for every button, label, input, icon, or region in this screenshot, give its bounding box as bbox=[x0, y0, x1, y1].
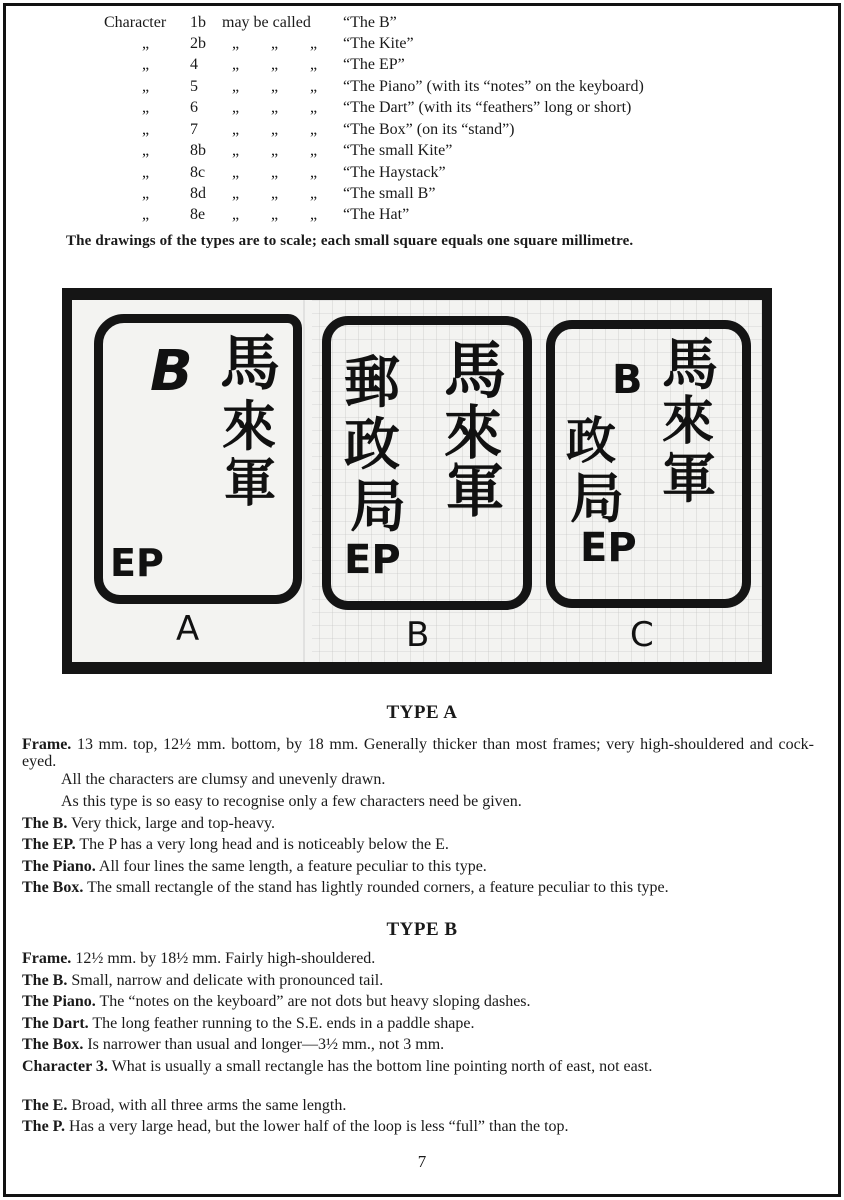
stamp-a-char-lai: 來 bbox=[222, 395, 276, 458]
ditto-mark: „ bbox=[232, 142, 240, 159]
term: The EP. bbox=[22, 836, 76, 853]
type-b-p bbox=[22, 1118, 814, 1135]
label-b: B bbox=[406, 615, 430, 655]
ditto-mark: „ bbox=[232, 56, 240, 73]
row-description: “The Hat” bbox=[343, 206, 410, 223]
type-b-b bbox=[22, 972, 814, 989]
ditto-mark: „ bbox=[271, 99, 279, 116]
stamp-b-char-you: 郵 bbox=[344, 351, 400, 416]
stamp-c-char-ma: 馬 bbox=[662, 333, 718, 398]
stamp-a-char-ma: 馬 bbox=[220, 329, 280, 399]
row-called: may be called bbox=[222, 14, 311, 31]
type-b-piano bbox=[22, 993, 814, 1010]
term: The B. bbox=[22, 815, 68, 832]
row-description: “The Haystack” bbox=[343, 164, 446, 181]
ditto-mark: „ bbox=[271, 56, 279, 73]
row-number: 5 bbox=[190, 78, 198, 95]
term: Character 3. bbox=[22, 1058, 108, 1075]
stamp-b-char-ju: 局 bbox=[350, 475, 406, 540]
row-number: 4 bbox=[190, 56, 198, 73]
ditto-mark: „ bbox=[142, 164, 150, 181]
row-description: “The EP” bbox=[343, 56, 405, 73]
stamp-c-b: B bbox=[612, 357, 643, 403]
scale-note: The drawings of the types are to scale; each small square equals one square millimetre. bbox=[66, 233, 634, 249]
ditto-mark: „ bbox=[232, 78, 240, 95]
desc: All four lines the same length, a feature peculiar to this type. bbox=[98, 858, 487, 875]
desc: Broad, with all three arms the same length. bbox=[71, 1097, 347, 1114]
desc: Small, narrow and delicate with pronounced tail. bbox=[71, 972, 384, 989]
type-a-easy: As this type is so easy to recognise only a few characters need be given. bbox=[61, 793, 522, 810]
stamp-a-b: B bbox=[150, 339, 193, 404]
stamp-c-char-ju: 局 bbox=[570, 467, 624, 530]
row-description: “The Dart” (with its “feathers” long or short) bbox=[343, 99, 632, 116]
ditto-mark: „ bbox=[310, 164, 318, 181]
term: The Box. bbox=[22, 1036, 84, 1053]
ditto-mark: „ bbox=[142, 99, 150, 116]
row-number: 8e bbox=[190, 206, 206, 223]
type-a-piano bbox=[22, 858, 814, 875]
row-number: 6 bbox=[190, 99, 198, 116]
ditto-mark: „ bbox=[232, 35, 240, 52]
type-b-e bbox=[22, 1097, 814, 1114]
figure-graph-paper bbox=[72, 300, 762, 662]
ditto-mark: „ bbox=[310, 78, 318, 95]
type-b-character-3 bbox=[22, 1058, 814, 1075]
term: Frame. bbox=[22, 950, 72, 967]
row-description: “The Kite” bbox=[343, 35, 414, 52]
ditto-mark: „ bbox=[271, 142, 279, 159]
page-number: 7 bbox=[417, 1152, 427, 1171]
ditto-mark: „ bbox=[271, 206, 279, 223]
row-number: 7 bbox=[190, 121, 198, 138]
row-description: “The Piano” (with its “notes” on the keyboard) bbox=[343, 78, 644, 95]
row-number: 2b bbox=[190, 35, 206, 52]
type-a-clumsy: All the characters are clumsy and unevenly drawn. bbox=[61, 771, 386, 788]
type-a-b bbox=[22, 815, 814, 832]
ditto-mark: „ bbox=[232, 121, 240, 138]
term: The E. bbox=[22, 1097, 68, 1114]
desc: The “notes on the keyboard” are not dots but heavy sloping dashes. bbox=[99, 993, 531, 1010]
stamp-b-char-jun: 軍 bbox=[446, 457, 505, 525]
ditto-mark: „ bbox=[142, 78, 150, 95]
stamp-b-char-ma: 馬 bbox=[444, 334, 507, 407]
type-a-heading: TYPE A bbox=[386, 702, 458, 723]
type-b-dart bbox=[22, 1015, 814, 1032]
ditto-mark: „ bbox=[142, 121, 150, 138]
ditto-mark: „ bbox=[271, 185, 279, 202]
desc: Is narrower than usual and longer—3½ mm., not 3 mm. bbox=[87, 1036, 445, 1053]
row-description: “The small B” bbox=[343, 185, 436, 202]
ditto-mark: „ bbox=[271, 121, 279, 138]
stamp-a-char-jun: 軍 bbox=[224, 454, 277, 514]
row-number: 1b bbox=[190, 14, 206, 31]
ditto-mark: „ bbox=[142, 185, 150, 202]
type-a-box bbox=[22, 879, 814, 896]
term: The B. bbox=[22, 972, 68, 989]
ditto-mark: „ bbox=[271, 164, 279, 181]
ditto-mark: „ bbox=[142, 142, 150, 159]
term: The Piano. bbox=[22, 993, 96, 1010]
row-number: 8b bbox=[190, 142, 206, 159]
ditto-mark: „ bbox=[142, 35, 150, 52]
row-description: “The B” bbox=[343, 14, 397, 31]
ditto-mark: „ bbox=[310, 99, 318, 116]
desc: Very thick, large and top-heavy. bbox=[71, 815, 275, 832]
ditto-mark: „ bbox=[271, 78, 279, 95]
desc: The small rectangle of the stand has lightly rounded corners, a feature peculiar to this type. bbox=[87, 879, 669, 896]
ditto-mark: „ bbox=[310, 121, 318, 138]
desc: 12½ mm. by 18½ mm. Fairly high-shouldered. bbox=[75, 950, 376, 967]
stamp-a-ep: EP bbox=[110, 541, 164, 585]
type-b-heading: TYPE B bbox=[386, 919, 458, 940]
ditto-mark: „ bbox=[310, 35, 318, 52]
row-number: 8d bbox=[190, 185, 206, 202]
ditto-mark: „ bbox=[232, 206, 240, 223]
stamp-c-char-zheng: 政 bbox=[566, 412, 616, 470]
ditto-mark: „ bbox=[142, 206, 150, 223]
stamp-c-char-jun: 軍 bbox=[662, 447, 716, 510]
desc: What is usually a small rectangle has the bottom line pointing north of east, not east. bbox=[111, 1058, 653, 1075]
type-b-box bbox=[22, 1036, 814, 1053]
label-a: A bbox=[176, 609, 200, 649]
ditto-mark: „ bbox=[310, 185, 318, 202]
stamp-b-char-zheng: 政 bbox=[344, 413, 400, 478]
ditto-mark: „ bbox=[232, 185, 240, 202]
row-number: 8c bbox=[190, 164, 206, 181]
stamp-b-char-lai: 來 bbox=[444, 399, 503, 467]
label-c: C bbox=[630, 615, 654, 655]
term: The Box. bbox=[22, 879, 84, 896]
term: The Piano. bbox=[22, 858, 96, 875]
type-a-ep bbox=[22, 836, 814, 853]
desc: The long feather running to the S.E. ends in a paddle shape. bbox=[92, 1015, 475, 1032]
type-a-frame bbox=[22, 736, 814, 770]
ditto-mark: „ bbox=[232, 99, 240, 116]
row-description: “The small Kite” bbox=[343, 142, 453, 159]
term: Frame. bbox=[22, 736, 72, 753]
ditto-mark: „ bbox=[310, 56, 318, 73]
type-b-frame bbox=[22, 950, 814, 967]
desc: Has a very large head, but the lower half of the loop is less “full” than the top. bbox=[68, 1118, 569, 1135]
stamp-c-char-lai: 來 bbox=[662, 392, 715, 452]
ditto-mark: „ bbox=[142, 56, 150, 73]
stamp-c-ep: EP bbox=[580, 525, 637, 571]
ditto-mark: „ bbox=[232, 164, 240, 181]
desc: 13 mm. top, 12½ mm. bottom, by 18 mm. Generally thicker than most frames; very high-shouldered and cock-eyed. bbox=[22, 736, 815, 770]
term: The Dart. bbox=[22, 1015, 89, 1032]
term: The P. bbox=[22, 1118, 65, 1135]
stamp-b-ep: EP bbox=[344, 537, 401, 583]
desc: The P has a very long head and is noticeably below the E. bbox=[79, 836, 449, 853]
ditto-mark: „ bbox=[271, 35, 279, 52]
row-lead: Character bbox=[104, 14, 167, 31]
ditto-mark: „ bbox=[310, 142, 318, 159]
stamp-types-figure bbox=[62, 288, 772, 674]
row-description: “The Box” (on its “stand”) bbox=[343, 121, 515, 138]
ditto-mark: „ bbox=[310, 206, 318, 223]
